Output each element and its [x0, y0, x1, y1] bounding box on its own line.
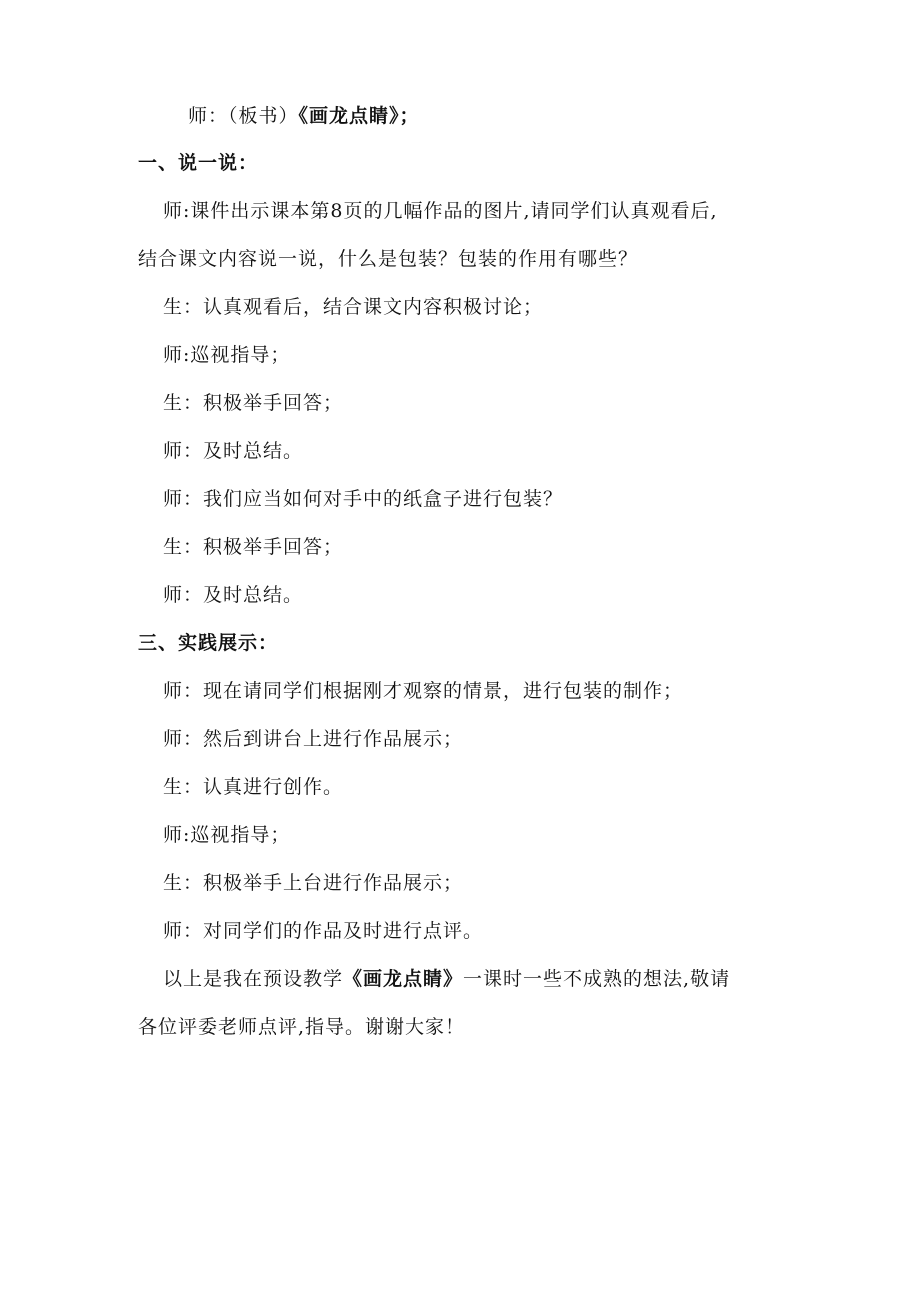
paragraph-line: 生：积极举手回答；	[163, 392, 344, 414]
closing-line-1	[163, 966, 730, 992]
paragraph-line: 生：积极举手回答；	[163, 536, 344, 558]
paragraph-line: 结合课文内容说一说，什么是包装？包装的作用有哪些？	[138, 248, 639, 270]
section-heading-3: 三、实践展示：	[138, 632, 279, 654]
paragraph-line: 生：认真观看后，结合课文内容积极讨论；	[163, 296, 544, 318]
closing-text-a: 以上是我在预设教学	[163, 968, 344, 990]
lesson-title: 《画龙点睛》；	[298, 105, 420, 127]
paragraph-line: 生：积极举手上台进行作品展示；	[163, 872, 464, 894]
paragraph-line: 师:课件出示课本第8页的几幅作品的图片,请同学们认真观看后,	[163, 200, 718, 222]
paragraph-line: 师：对同学们的作品及时进行点评。	[163, 920, 484, 942]
closing-line-2: 各位评委老师点评,指导。谢谢大家！	[138, 1016, 466, 1038]
intro-prefix: 师：（板书）	[188, 105, 299, 127]
paragraph-line: 师:巡视指导；	[163, 344, 291, 366]
paragraph-line: 生：认真进行创作。	[163, 776, 344, 798]
paragraph-line: 师:巡视指导；	[163, 824, 291, 846]
paragraph-line: 师：及时总结。	[163, 584, 304, 606]
paragraph-line: 师：现在请同学们根据刚才观察的情景，进行包装的制作；	[163, 680, 684, 702]
paragraph-line: 师：我们应当如何对手中的纸盒子进行包装？	[163, 488, 564, 510]
paragraph-line: 师：然后到讲台上进行作品展示；	[163, 728, 464, 750]
closing-text-b: 一课时一些不成熟的想法,敬请	[463, 968, 731, 990]
paragraph-line: 师：及时总结。	[163, 440, 304, 462]
intro-line	[188, 103, 420, 129]
section-heading-1: 一、说一说：	[138, 152, 259, 174]
closing-lesson-title: 《画龙点睛》	[343, 968, 464, 990]
